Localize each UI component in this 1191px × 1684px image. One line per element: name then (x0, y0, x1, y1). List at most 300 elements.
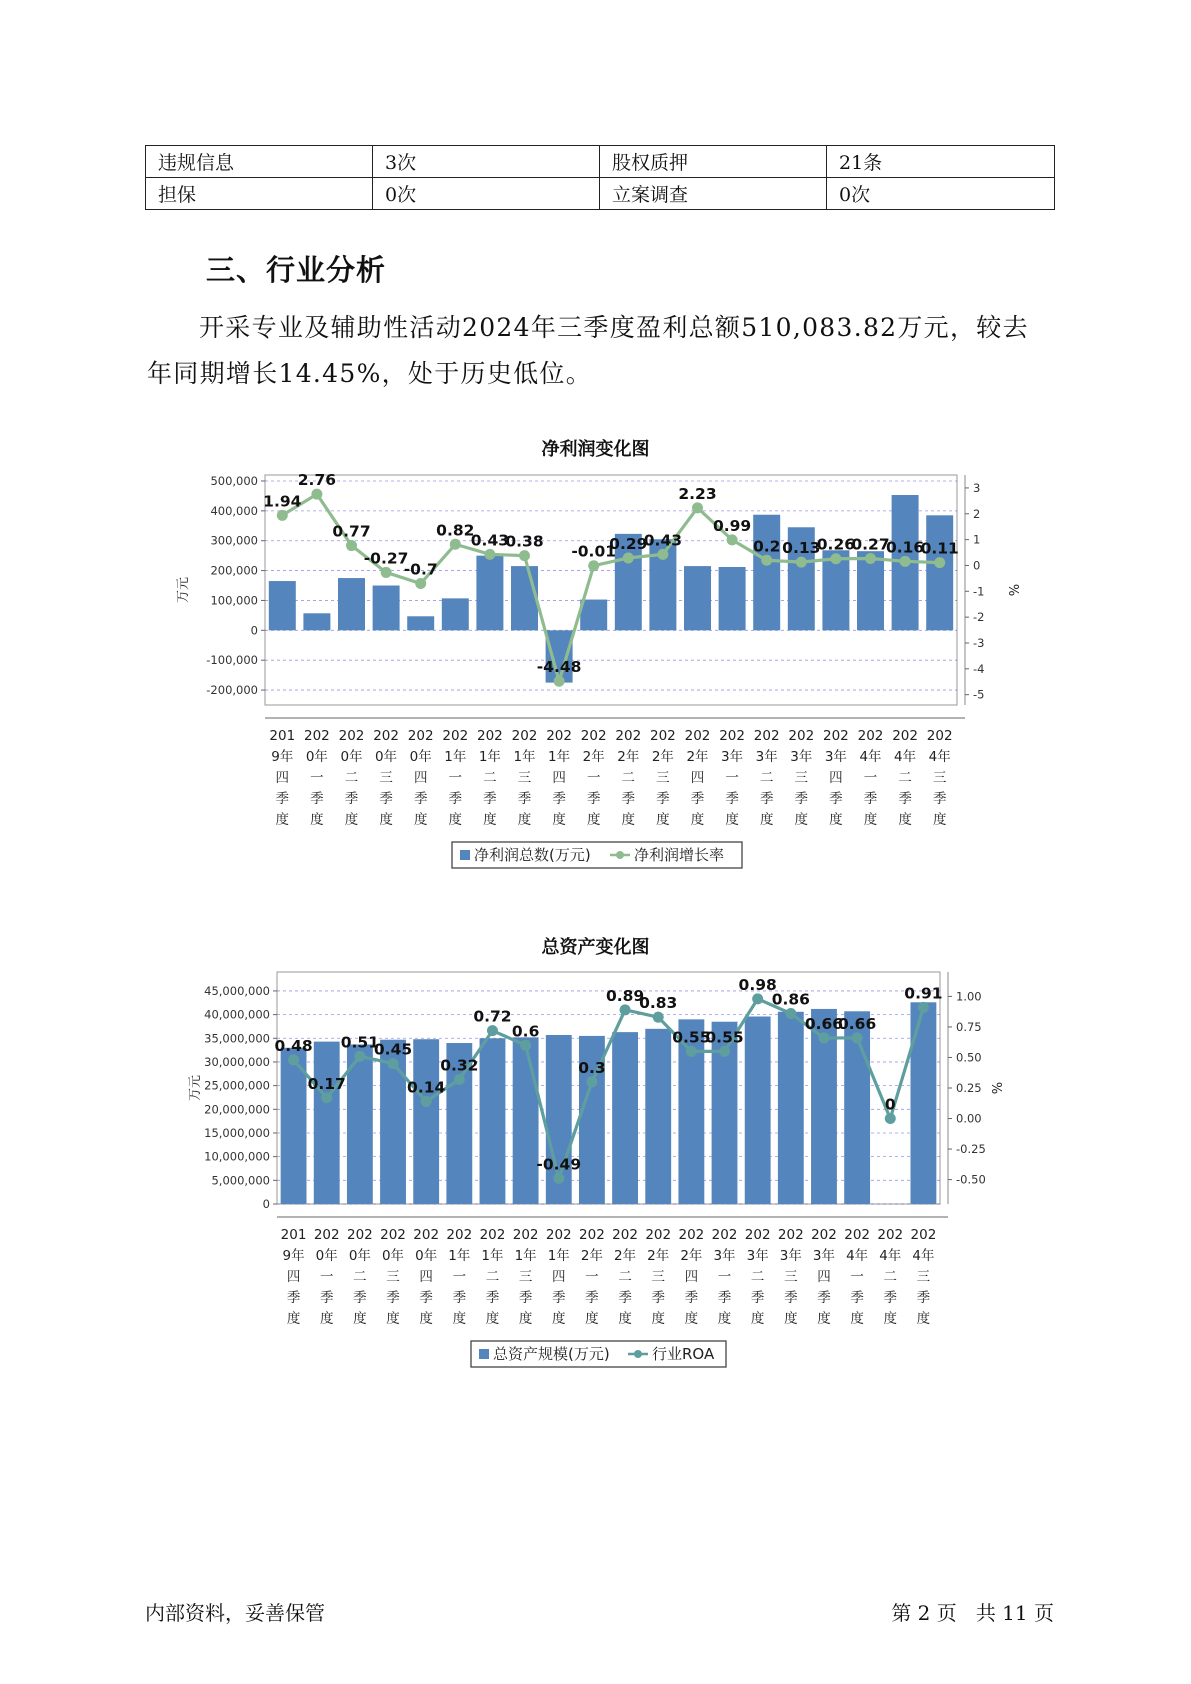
footer-page-number: 第 2 页 共 11 页 (891, 1601, 1054, 1625)
x-tick-label: 度 (275, 812, 290, 828)
x-tick-label: 度 (552, 812, 566, 828)
data-label: 0.55 (672, 1028, 711, 1047)
x-tick-label: 二 (344, 770, 359, 786)
data-label: -0.01 (571, 542, 617, 561)
x-tick-label: 三 (916, 1269, 931, 1285)
x-tick-label: 度 (850, 1311, 864, 1327)
line-point (354, 1051, 365, 1062)
line-point (586, 1076, 597, 1087)
line-point (752, 993, 763, 1004)
table-cell: 0次 (373, 178, 600, 210)
line-point (865, 553, 876, 564)
x-tick-label: 度 (518, 1311, 533, 1327)
x-tick-label: 9年 (271, 749, 294, 765)
x-tick-label: 一 (452, 1269, 467, 1285)
x-tick-label: 202 (304, 728, 330, 744)
x-tick-label: 三 (379, 770, 393, 786)
x-tick-label: 202 (788, 728, 815, 744)
plot-area (265, 475, 957, 705)
x-tick-label: 度 (829, 812, 843, 828)
table-cell: 立案调查 (600, 178, 827, 210)
x-tick-label: 度 (932, 812, 947, 828)
x-tick-label: 二 (750, 1269, 765, 1285)
x-tick-label: 二 (618, 1269, 632, 1285)
x-tick-label: 202 (477, 728, 503, 744)
table-cell: 21条 (827, 146, 1055, 178)
x-tick-label: 三 (932, 770, 947, 786)
data-label: 0.43 (643, 531, 683, 550)
x-tick-label: 四 (829, 770, 843, 786)
data-label: 0.77 (332, 522, 371, 541)
data-label: 1.94 (263, 492, 302, 511)
line-point (520, 1040, 531, 1051)
x-tick-label: 4年 (928, 749, 951, 765)
y2-tick-label: 0.50 (956, 1050, 982, 1065)
x-tick-label: 度 (651, 1311, 665, 1327)
x-tick-label: 1年 (444, 749, 467, 765)
x-tick-label: 二 (483, 770, 497, 786)
x-tick-label: 202 (512, 1227, 539, 1243)
line-point (719, 1046, 730, 1057)
legend-line-label: 净利润增长率 (634, 846, 725, 864)
x-tick-label: 度 (750, 1311, 765, 1327)
x-tick-label: 1年 (513, 749, 536, 765)
line-point (454, 1074, 465, 1085)
x-tick-label: 202 (678, 1227, 705, 1243)
x-tick-label: 202 (719, 728, 745, 744)
data-label: 0 (884, 1095, 896, 1114)
data-label: 0.55 (705, 1028, 744, 1047)
data-label: 0.48 (274, 1036, 313, 1055)
x-tick-label: 3年 (812, 1248, 836, 1264)
x-tick-label: 季 (898, 791, 912, 807)
line-point (830, 553, 841, 564)
x-tick-label: 季 (883, 1290, 898, 1306)
x-tick-label: 季 (517, 791, 532, 807)
y-tick-label: 500,000 (210, 473, 258, 488)
x-tick-label: 三 (656, 770, 670, 786)
x-tick-label: 季 (850, 1290, 864, 1306)
x-tick-label: 4年 (894, 749, 917, 765)
x-tick-label: 季 (518, 1290, 533, 1306)
x-tick-label: 季 (586, 791, 601, 807)
bar (753, 515, 780, 631)
x-tick-label: 度 (319, 1311, 334, 1327)
x-tick-label: 季 (690, 791, 705, 807)
total-assets-chart (0, 900, 1191, 1400)
x-tick-label: 四 (817, 1269, 831, 1285)
x-tick-label: 202 (413, 1227, 440, 1243)
x-tick-label: 2年 (686, 749, 709, 765)
x-tick-label: 度 (898, 812, 912, 828)
table-cell: 担保 (146, 178, 373, 210)
x-tick-label: 四 (690, 770, 705, 786)
x-tick-label: 202 (580, 728, 607, 744)
legend-bar-swatch (460, 850, 470, 860)
x-tick-label: 3年 (824, 749, 847, 765)
line-point (450, 539, 461, 550)
line-point (918, 1002, 929, 1013)
x-tick-label: 一 (850, 1269, 864, 1285)
x-tick-label: 202 (545, 1227, 572, 1243)
x-tick-label: 0年 (381, 1248, 405, 1264)
data-label: 0.86 (771, 990, 810, 1009)
x-tick-label: 季 (759, 791, 774, 807)
x-tick-label: 一 (717, 1269, 732, 1285)
x-tick-label: 202 (684, 728, 711, 744)
x-tick-label: 201 (269, 728, 296, 744)
line-point (761, 555, 772, 566)
x-tick-label: 202 (479, 1227, 506, 1243)
y-tick-label: 15,000,000 (204, 1125, 270, 1140)
line-point (277, 510, 288, 521)
data-label: 0.2 (752, 537, 781, 556)
bar (745, 1017, 771, 1204)
data-label: 0.14 (407, 1078, 446, 1097)
data-label: 0.99 (712, 516, 752, 535)
data-label: 0.27 (851, 535, 890, 554)
line-point (519, 550, 530, 561)
data-label: -0.7 (403, 560, 438, 579)
y-tick-label: 0 (250, 623, 258, 638)
x-tick-label: 3年 (721, 749, 744, 765)
x-tick-label: 一 (319, 1269, 334, 1285)
x-tick-label: 202 (823, 728, 849, 744)
x-tick-label: 季 (552, 791, 566, 807)
y2-tick-label: 1.00 (956, 989, 982, 1004)
bar (612, 1032, 638, 1204)
x-tick-label: 季 (310, 791, 324, 807)
x-tick-label: 度 (353, 1311, 367, 1327)
line-point (554, 676, 565, 687)
legend-bar-label: 总资产规模(万元) (493, 1345, 610, 1363)
x-tick-label: 季 (448, 791, 463, 807)
x-tick-label: 度 (784, 1311, 798, 1327)
x-tick-label: 度 (817, 1311, 831, 1327)
x-tick-label: 季 (319, 1290, 334, 1306)
y-tick-label: -100,000 (206, 653, 258, 668)
table-cell: 3次 (373, 146, 600, 178)
x-tick-label: 202 (546, 728, 572, 744)
x-tick-label: 0年 (375, 749, 398, 765)
line-point (388, 1058, 399, 1069)
bar (684, 566, 711, 630)
x-tick-label: 二 (759, 770, 774, 786)
x-tick-label: 季 (413, 791, 428, 807)
line-point (484, 549, 495, 560)
bar (645, 1029, 671, 1204)
x-tick-label: 0年 (415, 1248, 438, 1264)
x-tick-label: 度 (286, 1311, 301, 1327)
y-tick-label: 25,000,000 (204, 1078, 270, 1093)
x-tick-label: 202 (380, 1227, 406, 1243)
bar (314, 1042, 340, 1204)
x-tick-label: 202 (511, 728, 538, 744)
line-point (785, 1008, 796, 1019)
x-tick-label: 202 (612, 1227, 638, 1243)
x-tick-label: 202 (744, 1227, 771, 1243)
data-label: 0.83 (639, 994, 678, 1013)
line-point (620, 1004, 631, 1015)
x-tick-label: 季 (286, 1290, 301, 1306)
x-tick-label: 0年 (409, 749, 432, 765)
legend-bar-label: 净利润总数(万元) (474, 846, 591, 864)
x-tick-label: 202 (844, 1227, 871, 1243)
data-label: 0.66 (838, 1014, 877, 1033)
data-label: 0.98 (738, 975, 777, 994)
x-tick-label: 202 (711, 1227, 738, 1243)
legend-line-marker (634, 1350, 642, 1358)
data-label: 0.13 (782, 539, 821, 558)
y2-tick-label: -1 (973, 584, 985, 599)
y-tick-label: -200,000 (206, 683, 258, 698)
line-point (692, 502, 703, 513)
x-tick-label: 季 (794, 791, 809, 807)
data-label: 0.32 (440, 1056, 479, 1075)
x-tick-label: 3年 (746, 1248, 769, 1264)
x-tick-label: 度 (452, 1311, 467, 1327)
x-tick-label: 季 (829, 791, 843, 807)
x-tick-label: 202 (811, 1227, 837, 1243)
y2-tick-label: 1 (973, 532, 981, 547)
chart-title-net-profit: 净利润变化图 (541, 439, 650, 460)
x-tick-label: 季 (863, 791, 878, 807)
bar (476, 556, 503, 631)
y-tick-label: 400,000 (210, 503, 258, 518)
x-tick-label: 季 (353, 1290, 367, 1306)
x-tick-label: 2年 (647, 1248, 670, 1264)
legend-line-label: 行业ROA (652, 1345, 715, 1363)
bar (580, 600, 607, 631)
y-tick-label: 200,000 (210, 563, 258, 578)
y2-tick-label: -0.50 (956, 1172, 986, 1187)
bar (442, 598, 469, 630)
x-tick-label: 三 (517, 770, 532, 786)
x-tick-label: 四 (286, 1269, 301, 1285)
x-tick-label: 度 (586, 812, 601, 828)
x-tick-label: 1年 (547, 1248, 570, 1264)
y-tick-label: 300,000 (210, 533, 258, 548)
y2-tick-label: -0.25 (956, 1142, 986, 1157)
data-label: 0.16 (885, 538, 925, 557)
x-tick-label: 度 (448, 812, 463, 828)
y2-tick-label: 0.25 (956, 1081, 982, 1095)
x-tick-label: 季 (656, 791, 670, 807)
y2-tick-label: 0.00 (956, 1111, 982, 1126)
x-tick-label: 季 (725, 791, 739, 807)
x-tick-label: 1年 (481, 1248, 504, 1264)
x-tick-label: 201 (280, 1227, 307, 1243)
x-tick-label: 2年 (617, 749, 640, 765)
x-tick-label: 度 (419, 1311, 433, 1327)
bar (269, 581, 296, 630)
data-label: 0.45 (373, 1040, 413, 1059)
bar (407, 616, 434, 630)
x-tick-label: 三 (651, 1269, 665, 1285)
line-point (818, 1032, 829, 1043)
x-tick-label: 四 (413, 770, 428, 786)
bar (511, 566, 538, 630)
line-point (415, 578, 426, 589)
x-tick-label: 季 (483, 791, 497, 807)
x-tick-label: 202 (579, 1227, 605, 1243)
y2-tick-label: -2 (973, 610, 985, 625)
bar (513, 1037, 539, 1204)
x-tick-label: 1年 (478, 749, 501, 765)
x-tick-label: 四 (552, 770, 566, 786)
data-label: -4.48 (536, 658, 582, 677)
x-tick-label: 2年 (580, 1248, 603, 1264)
data-label: 0.26 (816, 535, 856, 554)
data-label: 0.66 (804, 1014, 844, 1033)
x-tick-label: 202 (373, 728, 399, 744)
x-tick-label: 度 (759, 812, 774, 828)
line-point (852, 1032, 863, 1043)
data-label: 0.6 (511, 1022, 540, 1041)
x-tick-label: 二 (883, 1269, 898, 1285)
x-tick-label: 4年 (846, 1248, 869, 1264)
bar (303, 613, 330, 630)
x-tick-label: 季 (621, 791, 636, 807)
table-cell: 股权质押 (600, 146, 827, 178)
x-tick-label: 季 (275, 791, 290, 807)
x-tick-label: 二 (485, 1269, 500, 1285)
y-axis-title: 万元 (176, 576, 191, 604)
data-label: 0.11 (920, 539, 959, 558)
x-tick-label: 202 (926, 728, 953, 744)
x-tick-label: 202 (892, 728, 918, 744)
x-tick-label: 度 (725, 812, 739, 828)
x-tick-label: 度 (485, 1311, 500, 1327)
line-point (311, 489, 322, 500)
x-tick-label: 度 (916, 1311, 931, 1327)
line-point (588, 560, 599, 571)
bar (413, 1039, 439, 1204)
x-tick-label: 三 (784, 1269, 798, 1285)
y-tick-label: 30,000,000 (204, 1054, 270, 1069)
x-tick-label: 度 (621, 812, 636, 828)
data-label: 0.51 (340, 1033, 379, 1052)
analysis-paragraph: 开采专业及辅助性活动2024年三季度盈利总额510,083.82万元，较去年同期增长14.45%，处于历史低位。 (147, 313, 1029, 388)
x-tick-label: 度 (344, 812, 359, 828)
line-point (321, 1092, 332, 1103)
y2-tick-label: 2 (973, 506, 981, 521)
line-point (727, 534, 738, 545)
bar (719, 567, 746, 630)
x-tick-label: 4年 (912, 1248, 935, 1264)
x-tick-label: 度 (656, 812, 670, 828)
y2-tick-label: -5 (973, 687, 985, 702)
x-tick-label: 4年 (859, 749, 882, 765)
x-tick-label: 度 (552, 1311, 566, 1327)
bar (926, 515, 953, 630)
x-tick-label: 季 (379, 791, 393, 807)
y2-tick-label: 0 (973, 558, 981, 573)
x-tick-label: 二 (621, 770, 636, 786)
x-tick-label: 202 (446, 1227, 473, 1243)
data-label: 0.43 (470, 531, 510, 550)
x-tick-label: 度 (379, 812, 393, 828)
x-tick-label: 2年 (651, 749, 674, 765)
section-heading: 三、行业分析 (206, 253, 387, 287)
plot-area (277, 972, 943, 1204)
line-point (796, 557, 807, 568)
x-tick-label: 0年 (305, 749, 328, 765)
x-tick-label: 一 (310, 770, 324, 786)
line-point (900, 556, 911, 567)
x-tick-label: 202 (313, 1227, 340, 1243)
x-tick-label: 0年 (348, 1248, 371, 1264)
x-tick-label: 0年 (315, 1248, 338, 1264)
data-label: 0.82 (436, 521, 475, 540)
y-tick-label: 5,000,000 (211, 1173, 270, 1188)
x-tick-label: 202 (407, 728, 434, 744)
y-tick-label: 45,000,000 (204, 983, 270, 998)
x-tick-label: 季 (618, 1290, 632, 1306)
x-tick-label: 202 (753, 728, 780, 744)
y2-tick-label: 0.75 (956, 1019, 982, 1034)
footer-left: 内部资料，妥善保管 (145, 1601, 325, 1625)
y2-tick-label: -3 (973, 635, 985, 650)
data-label: 0.3 (578, 1058, 606, 1077)
data-label: 0.89 (605, 986, 645, 1005)
bar (480, 1038, 506, 1204)
line-point (657, 549, 668, 560)
legend-line-marker (616, 851, 624, 859)
x-tick-label: 二 (898, 770, 912, 786)
x-tick-label: 1年 (548, 749, 571, 765)
line-point (288, 1054, 299, 1065)
x-tick-label: 四 (275, 770, 290, 786)
x-tick-label: 季 (817, 1290, 831, 1306)
line-point (934, 557, 945, 568)
x-tick-label: 季 (750, 1290, 765, 1306)
x-tick-label: 3年 (755, 749, 778, 765)
x-tick-label: 度 (483, 812, 497, 828)
line-point (381, 567, 392, 578)
x-tick-label: 四 (684, 1269, 699, 1285)
chart-title-total-assets: 总资产变化图 (541, 937, 650, 958)
y2-axis-title: % (988, 1081, 1003, 1095)
data-label: 0.91 (904, 984, 943, 1003)
bar (373, 586, 400, 631)
x-tick-label: 季 (452, 1290, 467, 1306)
x-tick-label: 季 (684, 1290, 699, 1306)
bar (778, 1012, 804, 1204)
x-tick-label: 一 (448, 770, 463, 786)
x-tick-label: 季 (717, 1290, 732, 1306)
x-tick-label: 季 (552, 1290, 566, 1306)
x-tick-label: 四 (552, 1269, 566, 1285)
x-tick-label: 2年 (582, 749, 605, 765)
x-tick-label: 一 (586, 770, 601, 786)
x-tick-label: 季 (386, 1290, 400, 1306)
x-tick-label: 3年 (713, 1248, 736, 1264)
y-axis-title: 万元 (188, 1074, 203, 1102)
y-tick-label: 35,000,000 (204, 1031, 270, 1046)
data-label: 2.76 (297, 471, 337, 490)
line-point (487, 1025, 498, 1036)
x-tick-label: 季 (585, 1290, 599, 1306)
x-tick-label: 季 (932, 791, 947, 807)
x-tick-label: 季 (784, 1290, 798, 1306)
x-tick-label: 度 (386, 1311, 400, 1327)
x-tick-label: 度 (794, 812, 809, 828)
data-label: 0.29 (609, 534, 648, 553)
y2-tick-label: 3 (973, 480, 981, 495)
x-tick-label: 1年 (514, 1248, 537, 1264)
x-tick-label: 2年 (614, 1248, 637, 1264)
